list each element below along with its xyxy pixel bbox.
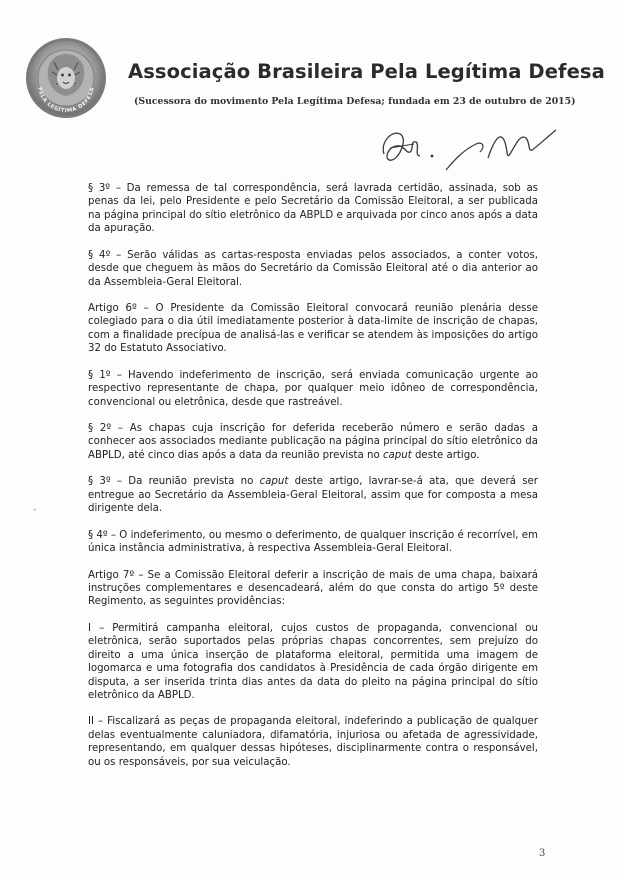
paragraph-art7: Artigo 7º – Se a Comissão Eleitoral deferir a inscrição de mais de uma chapa, baixará instruções complementares e desencadeará, além do que consta do artigo 5º deste Regimento, as seguintes providências: bbox=[88, 569, 538, 608]
paragraph-art6-par2 bbox=[88, 422, 538, 462]
paragraph-art7-item-i: I – Permitirá campanha eleitoral, cujos custos de propaganda, convencional ou eletrônica, serão suportados pelas próprias chapas concorrentes, sem prejuízo do direito a uma única inserção de plataforma eleitoral, permitida uma imagem de logomarca e uma fotografia dos candidatos à Presidência de cada órgão dirigente em disputa, a ser inserida trinta dias antes da data do pleito na página principal do sítio eletrônico da ABPLD. bbox=[88, 622, 538, 701]
paragraph-art6: Artigo 6º – O Presidente da Comissão Eleitoral convocará reunião plenária desse colegiado para o dia útil imediatamente posterior à data-limite de inscrição de chapas, com a finalidade precípua de analisá-las e verificar se atendem às imposições do artigo 32 do Estatuto Associativo. bbox=[88, 303, 538, 355]
paragraph-text: § 2º – As chapas cuja inscrição for deferida receberão número e serão dadas a conhecer aos associados mediante publicação na página principal do sítio eletrônico da ABPLD, até cinco dias após a data da reunião prevista no bbox=[88, 423, 538, 461]
seal-text: PELA LEGÍTIMA DEFESA bbox=[36, 86, 96, 115]
org-title: Associação Brasileira Pela Legítima Defesa bbox=[128, 60, 605, 83]
paragraph-art6-par4: § 4º – O indeferimento, ou mesmo o deferimento, de qualquer inscrição é recorrível, em única instância administrativa, à respectiva Assembleia-Geral Eleitoral. bbox=[88, 529, 538, 555]
paragraph-art6-par3 bbox=[88, 475, 538, 515]
paragraph-art6-par1: § 1º – Havendo indeferimento de inscrição, será enviada comunicação urgente ao respectivo representante de chapa, por qualquer meio idôneo de correspondência, convencional ou eletrônica, desde que rastreável. bbox=[88, 369, 538, 408]
paragraph-art5-par3: § 3º – Da remessa de tal correspondência, será lavrada certidão, assinada, sob as penas da lei, pelo Presidente e pelo Secretário da Comissão Eleitoral, a ser publicada na página principal do sítio eletrônico da ABPLD e arquivada por cinco anos após a data da apuração. bbox=[88, 183, 538, 235]
margin-mark: ° bbox=[33, 508, 37, 516]
italic-term: caput bbox=[259, 476, 289, 488]
paragraph-art5-par4: § 4º – Serão válidas as cartas-resposta enviadas pelos associados, a conter votos, desde que cheguem às mãos do Secretário da Comissão Eleitoral até o dia anterior ao da Assembleia-Geral Eleitoral. bbox=[88, 249, 538, 288]
paragraph-text: § 3º – Da reunião prevista no bbox=[88, 476, 260, 488]
page-number: 3 bbox=[539, 848, 546, 859]
association-seal-logo bbox=[24, 36, 108, 120]
paragraph-text: deste artigo, lavrar-se-á ata, que deverá ser entregue ao Secretário da Assembleia-Geral Eleitoral, assim que for composta a mesa dirigente dela. bbox=[88, 476, 538, 515]
org-subtitle: (Sucessora do movimento Pela Legítima Defesa; fundada em 23 de outubro de 2015) bbox=[134, 96, 576, 107]
document-body bbox=[88, 182, 538, 782]
paragraph-art7-item-ii: II – Fiscalizará as peças de propaganda eleitoral, indeferindo a publicação de qualquer delas eventualmente caluniadora, difamatória, injuriosa ou afetada de agressividade, representando, em qualquer dessas hipóteses, disciplinarmente contra o responsável, ou os responsáveis, por sua veiculação. bbox=[88, 716, 538, 768]
handwritten-signature bbox=[370, 118, 570, 178]
paragraph-text: deste artigo. bbox=[411, 449, 480, 461]
italic-term: caput bbox=[382, 449, 412, 461]
